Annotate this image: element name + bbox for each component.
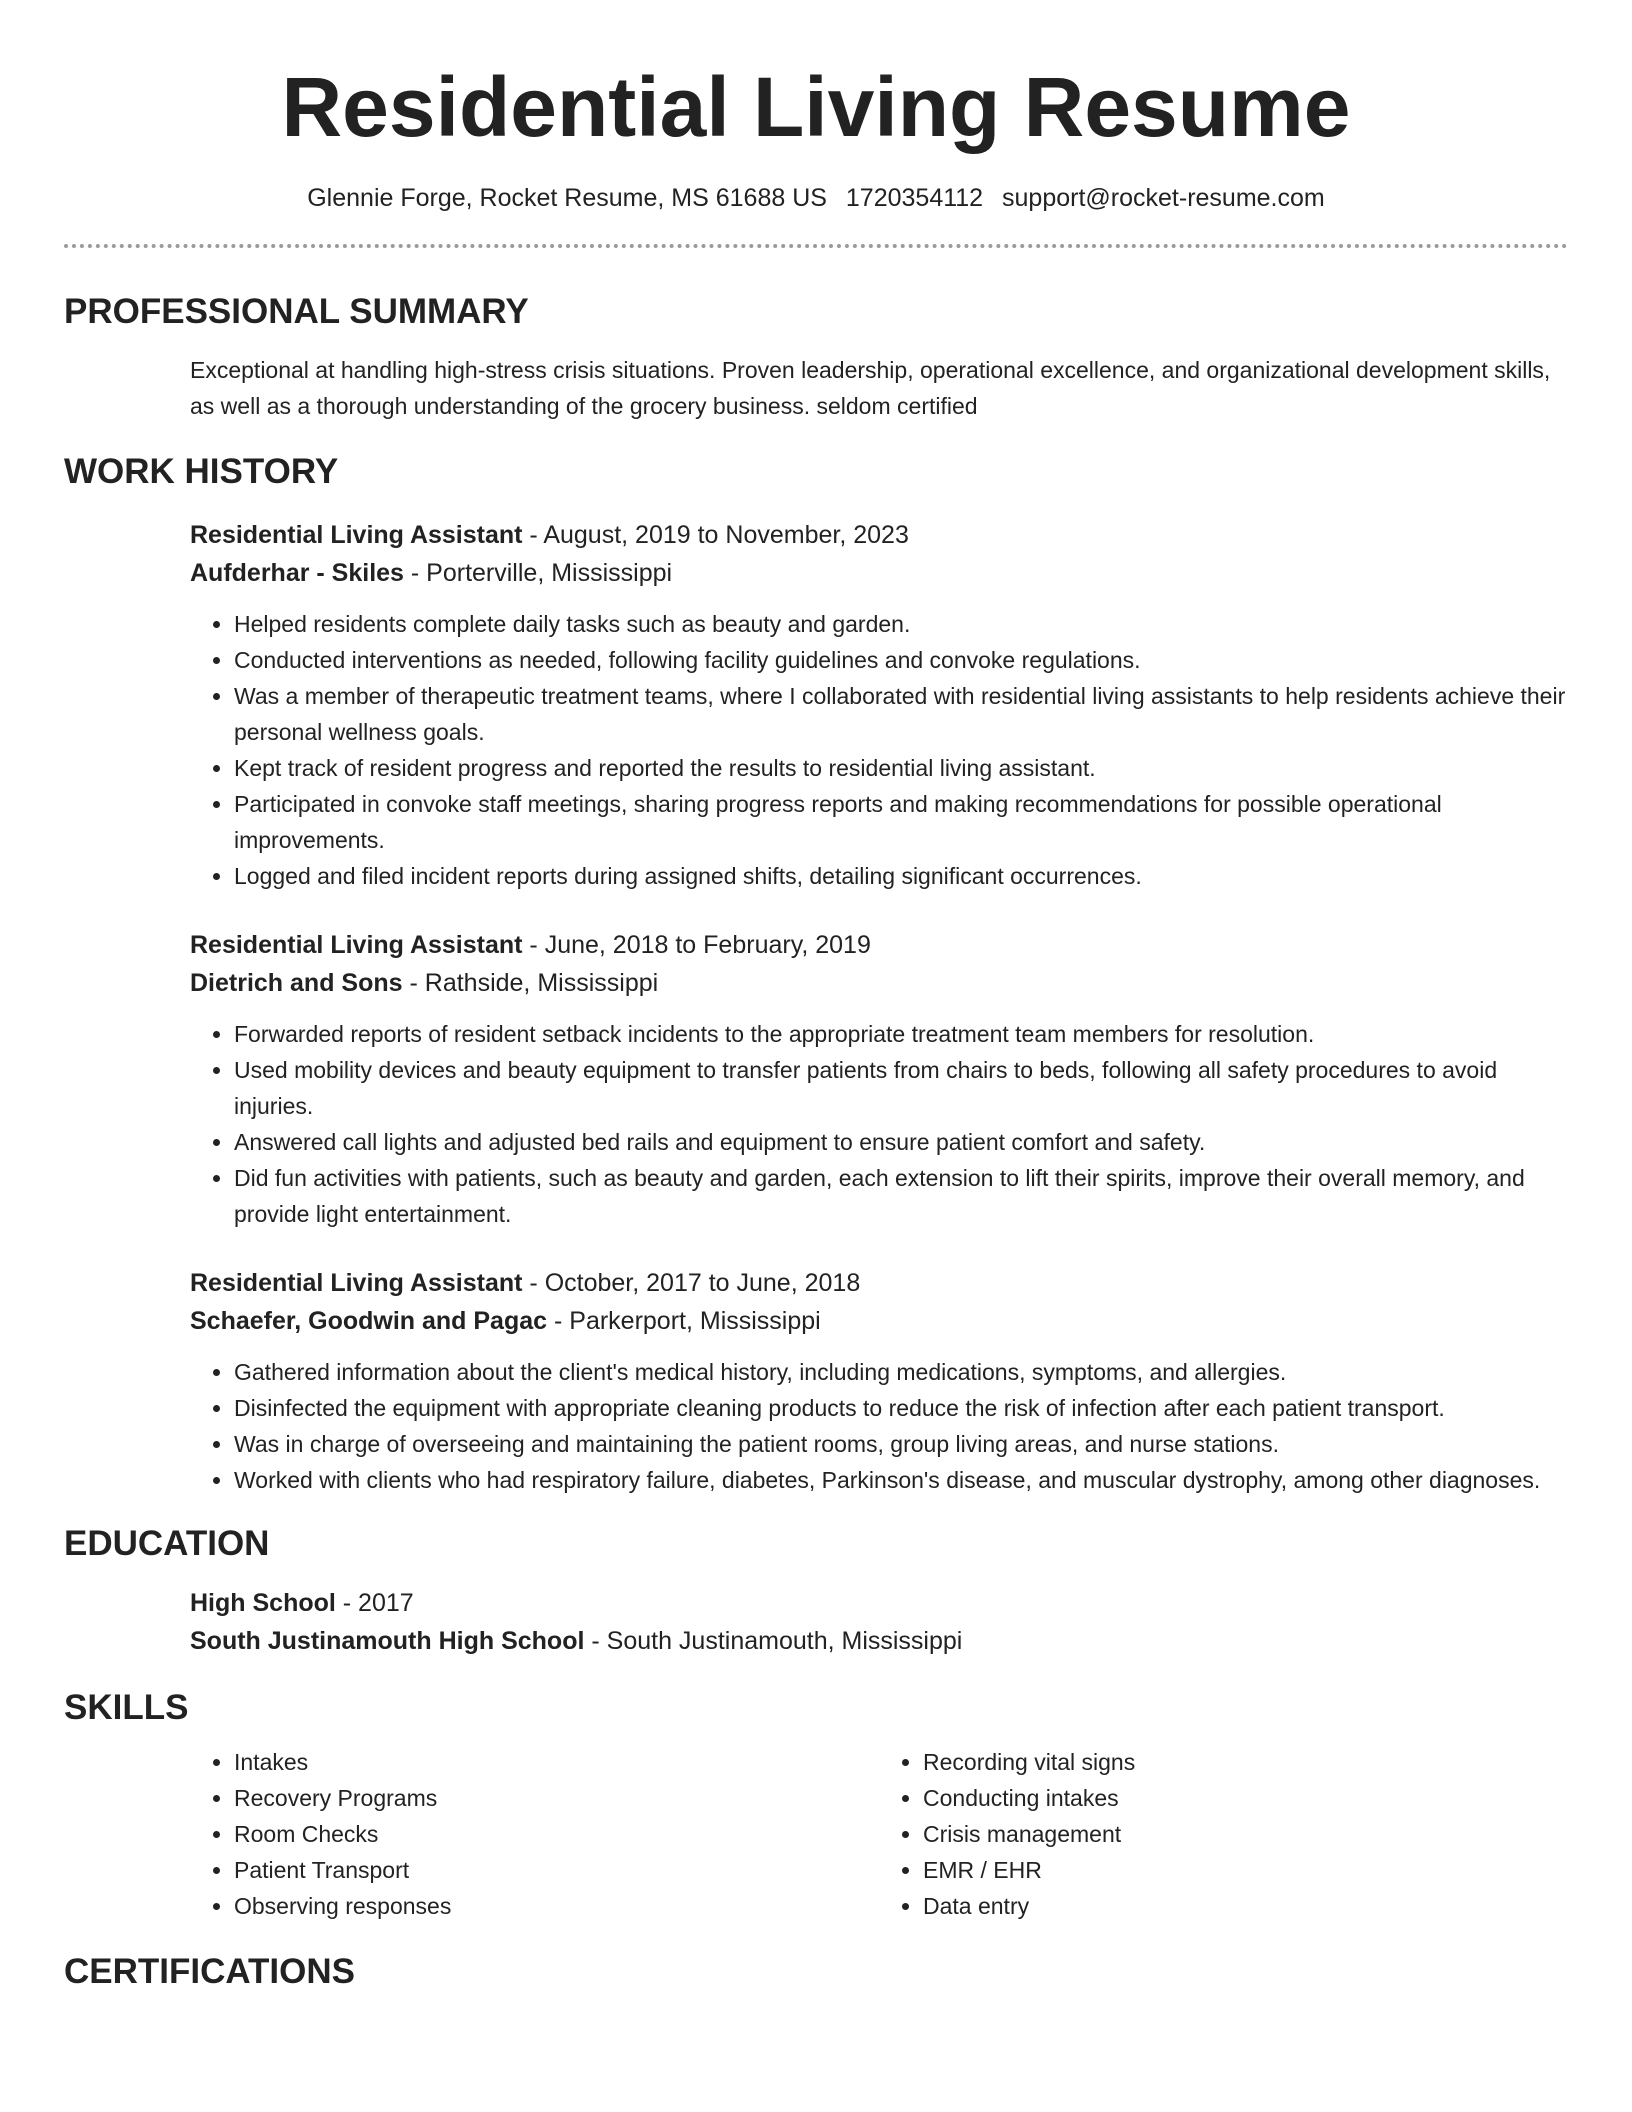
- contact-address: Glennie Forge, Rocket Resume, MS 61688 US: [307, 184, 827, 212]
- job-location: - Rathside, Mississippi: [402, 969, 659, 997]
- skill-item: • Patient Transport: [234, 1852, 879, 1888]
- skills-heading: SKILLS: [64, 1688, 189, 1727]
- job-title: Residential Living Assistant: [190, 931, 523, 959]
- summary-text: Exceptional at handling high-stress crisis situations. Proven leadership, operational excellence, and organizational development skills, as well as a thorough understanding of the grocery business. seldom certified: [190, 357, 1551, 419]
- job-title-line: [190, 926, 1568, 964]
- job-bullet: • Worked with clients who had respiratory failure, diabetes, Parkinson's disease, and muscular dystrophy, among other diagnoses.: [234, 1462, 1568, 1498]
- education-degree: High School: [190, 1589, 336, 1617]
- job-company-line: [190, 1302, 1568, 1340]
- resume-title: Residential Living Resume: [281, 60, 1351, 154]
- job-bullet: • Conducted interventions as needed, following facility guidelines and convoke regulations.: [234, 642, 1568, 678]
- job-company-line: [190, 554, 1568, 592]
- job-bullet: • Was in charge of overseeing and maintaining the patient rooms, group living areas, and nurse stations.: [234, 1426, 1568, 1462]
- job-bullets: [190, 1016, 1568, 1232]
- job-bullets: [190, 1354, 1568, 1498]
- job-bullet: • Used mobility devices and beauty equipment to transfer patients from chairs to beds, following all safety procedures to avoid injuries.: [234, 1052, 1568, 1124]
- work-history-heading: WORK HISTORY: [64, 452, 339, 491]
- summary-heading: PROFESSIONAL SUMMARY: [64, 292, 529, 331]
- education-school: South Justinamouth High School: [190, 1627, 585, 1655]
- education-entry: [64, 1584, 1568, 1660]
- skill-item: • Crisis management: [923, 1816, 1568, 1852]
- job-title: Residential Living Assistant: [190, 1269, 523, 1297]
- education-school-line: [190, 1622, 1568, 1660]
- job-company: Aufderhar - Skiles: [190, 559, 404, 587]
- header-divider: [64, 244, 1568, 248]
- job-location: - Porterville, Mississippi: [403, 559, 673, 587]
- education-year: - 2017: [335, 1589, 414, 1617]
- job-bullet: • Gathered information about the client's medical history, including medications, symptoms, and allergies.: [234, 1354, 1568, 1390]
- skill-item: • Data entry: [923, 1888, 1568, 1924]
- job-bullet: • Helped residents complete daily tasks such as beauty and garden.: [234, 606, 1568, 642]
- education-heading: EDUCATION: [64, 1524, 270, 1563]
- skills-grid: [64, 1744, 1568, 1924]
- skill-item: • Recording vital signs: [923, 1744, 1568, 1780]
- education-location: - South Justinamouth, Mississippi: [584, 1627, 963, 1655]
- skill-item: • Recovery Programs: [234, 1780, 879, 1816]
- job-dates: - October, 2017 to June, 2018: [522, 1269, 861, 1297]
- job-bullet: • Logged and filed incident reports during assigned shifts, detailing significant occurrences.: [234, 858, 1568, 894]
- job-company: Dietrich and Sons: [190, 969, 403, 997]
- contact-line: [64, 180, 1568, 216]
- job-bullet: • Answered call lights and adjusted bed rails and equipment to ensure patient comfort and safety.: [234, 1124, 1568, 1160]
- job-company-line: [190, 964, 1568, 1002]
- job-entry: [64, 926, 1568, 1232]
- job-bullet: • Kept track of resident progress and reported the results to residential living assistant.: [234, 750, 1568, 786]
- skill-item: • Room Checks: [234, 1816, 879, 1852]
- job-bullet: • Disinfected the equipment with appropriate cleaning products to reduce the risk of infection after each patient transport.: [234, 1390, 1568, 1426]
- skill-item: • EMR / EHR: [923, 1852, 1568, 1888]
- job-dates: - June, 2018 to February, 2019: [522, 931, 871, 959]
- job-bullet: • Forwarded reports of resident setback incidents to the appropriate treatment team members for resolution.: [234, 1016, 1568, 1052]
- job-company: Schaefer, Goodwin and Pagac: [190, 1307, 548, 1335]
- job-title-line: [190, 516, 1568, 554]
- skill-item: • Intakes: [234, 1744, 879, 1780]
- job-dates: - August, 2019 to November, 2023: [522, 521, 909, 549]
- education-degree-line: [190, 1584, 1568, 1622]
- job-title: Residential Living Assistant: [190, 521, 523, 549]
- job-bullet: • Did fun activities with patients, such as beauty and garden, each extension to lift their spirits, improve their overall memory, and provide light entertainment.: [234, 1160, 1568, 1232]
- job-bullets: [190, 606, 1568, 894]
- job-bullet: • Participated in convoke staff meetings, sharing progress reports and making recommendations for possible operational improvements.: [234, 786, 1568, 858]
- contact-email[interactable]: support@rocket-resume.com: [1002, 184, 1325, 212]
- skills-column-right: [879, 1744, 1568, 1924]
- skill-item: • Conducting intakes: [923, 1780, 1568, 1816]
- contact-phone: 1720354112: [845, 184, 984, 212]
- resume-page: [64, 0, 1568, 1994]
- skill-item: • Observing responses: [234, 1888, 879, 1924]
- certifications-heading: CERTIFICATIONS: [64, 1952, 356, 1991]
- job-bullet: • Was a member of therapeutic treatment teams, where I collaborated with residential living assistants to help residents achieve their personal wellness goals.: [234, 678, 1568, 750]
- job-entry: [64, 1264, 1568, 1498]
- job-location: - Parkerport, Mississippi: [547, 1307, 821, 1335]
- job-entry: [64, 516, 1568, 894]
- job-title-line: [190, 1264, 1568, 1302]
- skills-column-left: [190, 1744, 879, 1924]
